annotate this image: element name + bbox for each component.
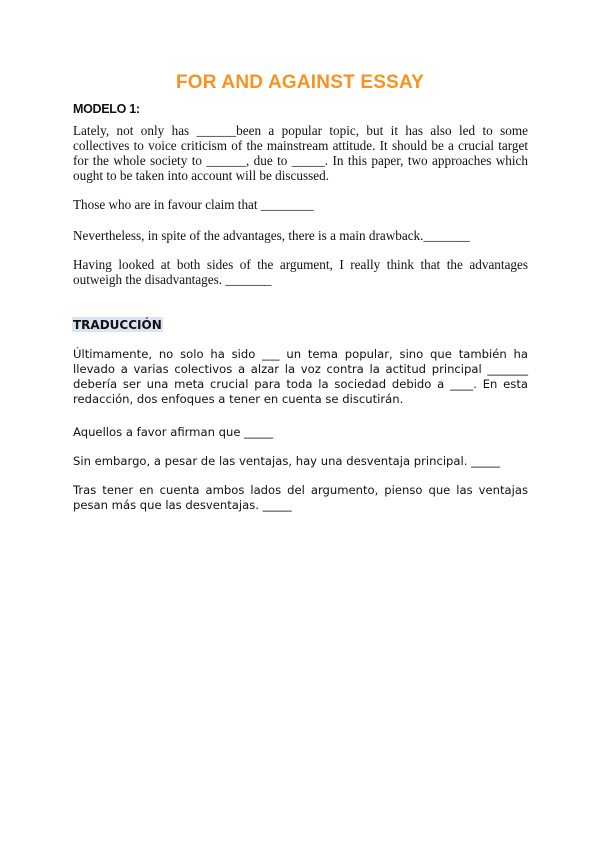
- model-paragraph-favour: Those who are in favour claim that ________: [73, 197, 314, 212]
- translation-paragraph-conclusion: Tras tener en cuenta ambos lados del argumento, pienso que las ventajas pesan más que las desventajas. _____: [73, 483, 528, 512]
- document-title: FOR AND AGAINST ESSAY: [175, 72, 425, 93]
- translation-paragraph-favour: Aquellos a favor afirman que _____: [73, 425, 274, 439]
- model-paragraph-conclusion: Having looked at both sides of the argument, I really think that the advantages outweigh the disadvantages. _______: [73, 257, 528, 287]
- model-paragraph-drawback: Nevertheless, in spite of the advantages, there is a main drawback._______: [73, 228, 470, 243]
- translation-heading: TRADUCCIÓN: [73, 318, 162, 332]
- model-paragraph-intro: Lately, not only has ______been a popular topic, but it has also led to some collectives to voice criticism of the mainstream attitude. It should be a crucial target for the whole society to ______, due to _____. In this paper, two approaches which ought to be taken into account will be discussed.: [73, 123, 528, 183]
- model-heading: MODELO 1:: [73, 102, 140, 116]
- translation-paragraph-intro: Últimamente, no solo ha sido ___ un tema popular, sino que también ha llevado a varias colectivos a alzar la voz contra la actitud principal _______ debería ser una meta crucial para toda la sociedad debido a ____. En esta redacción, dos enfoques a tener en cuenta se discutirán.: [73, 347, 528, 406]
- translation-paragraph-drawback: Sin embargo, a pesar de las ventajas, hay una desventaja principal. _____: [73, 454, 501, 468]
